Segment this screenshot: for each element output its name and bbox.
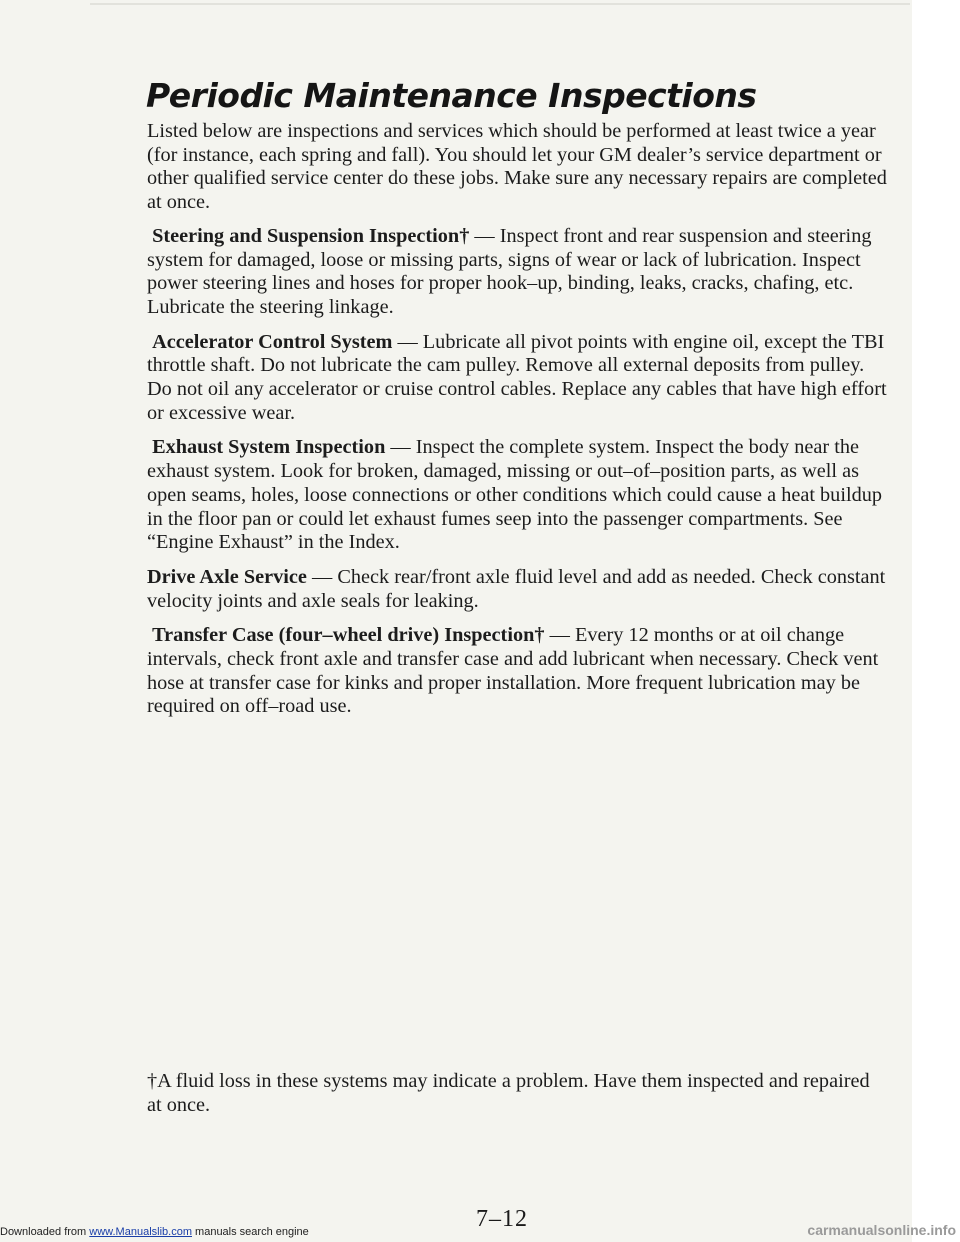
- section-text: — Inspect front and rear suspension and steering system for damaged, loose or missing parts, signs of wear or lack of lubrication. Inspect power steering lines and hoses for proper hook–up, binding, leaks, cracks, chafing, etc. Lubricate the steering linkage.: [147, 224, 872, 318]
- section-heading: Accelerator Control System: [152, 330, 393, 353]
- page-right-margin: [912, 0, 960, 1242]
- site-watermark: carmanualsonline.info: [807, 1222, 956, 1238]
- watermark-suffix: manuals search engine: [191, 1226, 309, 1238]
- manualslib-link[interactable]: www.Manualslib.com: [89, 1226, 192, 1238]
- section-heading: Drive Axle Service: [147, 565, 307, 588]
- section-heading: Steering and Suspension Inspection†: [152, 224, 470, 247]
- download-watermark: [0, 1226, 309, 1238]
- footnote: [147, 1069, 887, 1117]
- section-transfer-case: [147, 624, 887, 719]
- page-top-edge: [90, 3, 910, 5]
- section-text: — Every 12 months or at oil change intervals, check front axle and transfer case and add lubricant when necessary. Check vent hose at transfer case for kinks and proper installation. More frequent lubrication may be required on off–road use.: [147, 624, 879, 718]
- watermark-prefix: Downloaded from: [0, 1226, 90, 1238]
- section-heading: Exhaust System Inspection: [152, 436, 386, 459]
- body-text: [147, 120, 887, 719]
- intro-paragraph: Listed below are inspections and services which should be performed at least twice a year (for instance, each spring and fall). You should let your GM dealer’s service department or other qualified service center do these jobs. Make sure any necessary repairs are completed at once.: [147, 120, 887, 214]
- page-number: 7–12: [476, 1206, 528, 1232]
- section-drive-axle: [147, 566, 887, 613]
- section-exhaust: [147, 436, 887, 555]
- section-text: — Inspect the complete system. Inspect the body near the exhaust system. Look for broken, damaged, missing or out–of–position parts, as well as open seams, holes, loose connections or other conditions which could cause a heat buildup in the floor pan or could let exhaust fumes seep into the passenger compartments. See “Engine Exhaust” in the Index.: [147, 436, 883, 554]
- section-heading: Transfer Case (four–wheel drive) Inspection†: [152, 624, 545, 647]
- section-text: — Lubricate all pivot points with engine oil, except the TBI throttle shaft. Do not lubricate the cam pulley. Remove all external deposits from pulley. Do not oil any accelerator or cruise control cables. Replace any cables that have high effort or excessive wear.: [147, 330, 887, 424]
- section-accelerator: [147, 331, 887, 426]
- page-title: Periodic Maintenance Inspections: [146, 76, 757, 115]
- footnote-text: †A fluid loss in these systems may indicate a problem. Have them inspected and repaired at once.: [147, 1070, 870, 1116]
- section-steering: [147, 225, 887, 320]
- section-text: — Check rear/front axle fluid level and add as needed. Check constant velocity joints and axle seals for leaking.: [147, 565, 886, 612]
